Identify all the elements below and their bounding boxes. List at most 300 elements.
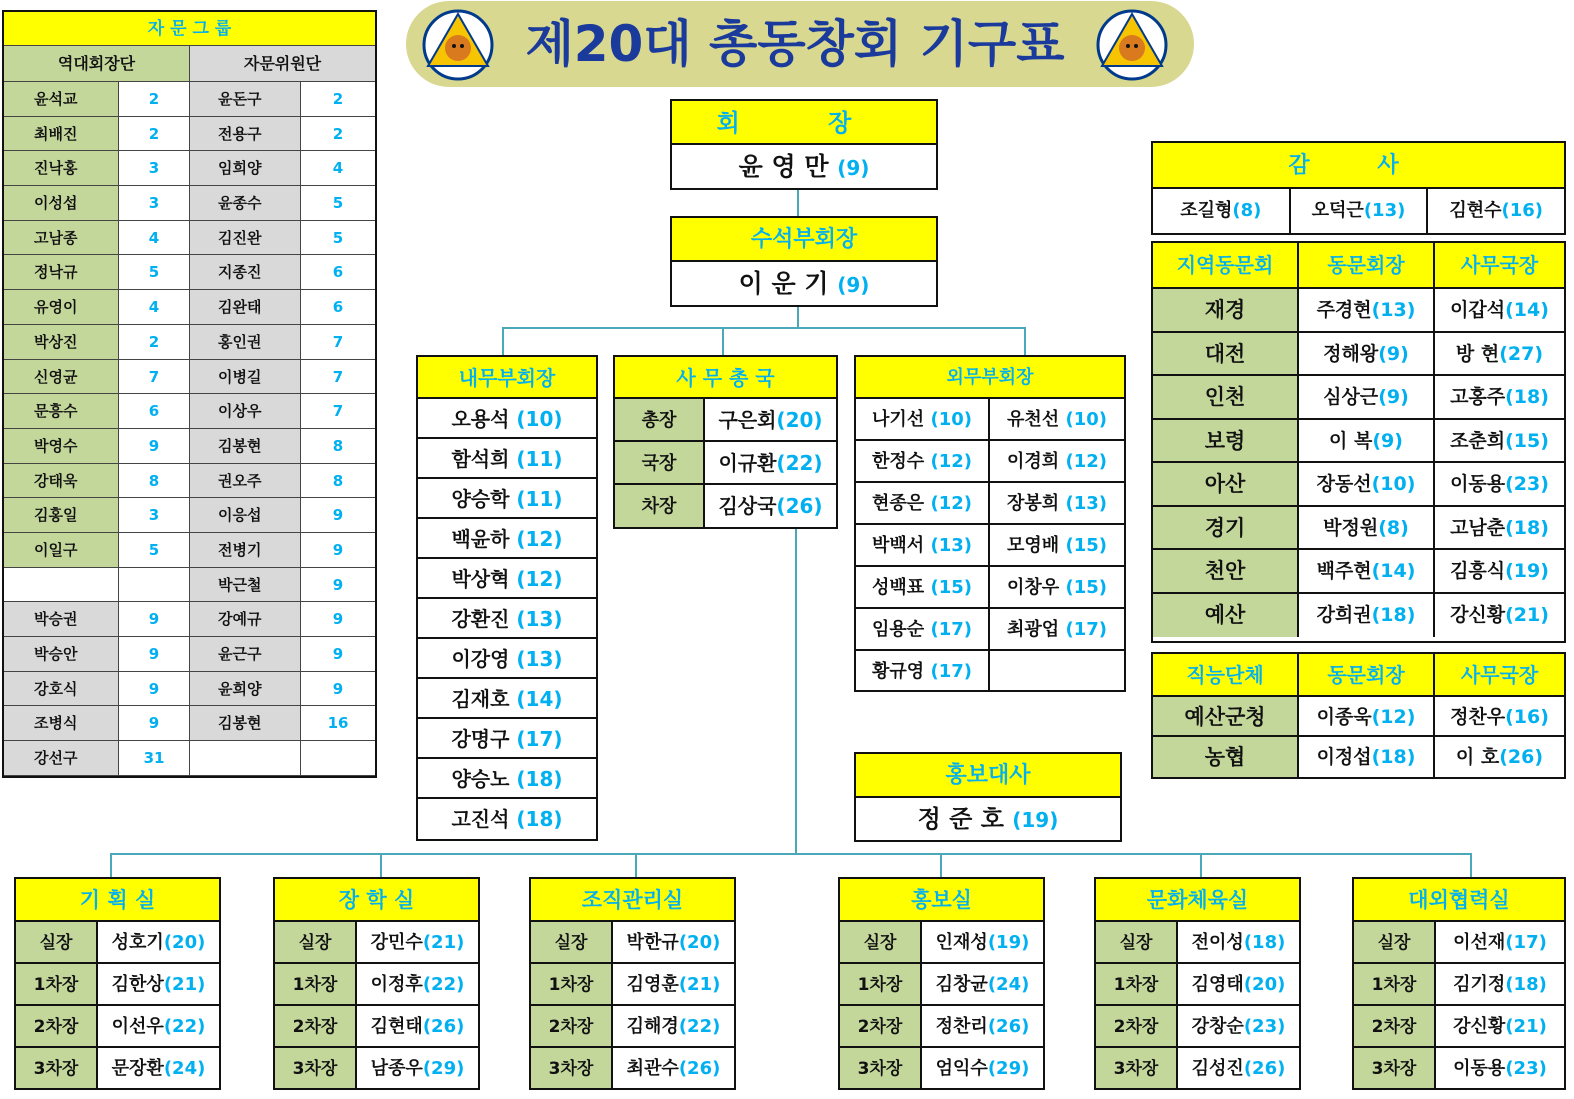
member-num: (15) <box>1505 429 1549 452</box>
department-role: 실장 <box>1119 933 1153 953</box>
department-title: 조직관리실 <box>531 879 734 922</box>
member-num: (8) <box>1232 200 1262 221</box>
inner-vp-member <box>418 799 596 839</box>
advisory-past-num: 3 <box>148 506 160 525</box>
advisory-advisor-name: 전용구 <box>218 124 262 143</box>
department-box <box>838 877 1045 1090</box>
department-row <box>1354 1006 1564 1048</box>
advisory-past-name: 박승안 <box>34 645 78 663</box>
member-num: (10) <box>930 409 972 430</box>
member-num: (12) <box>1065 451 1107 472</box>
advisory-row <box>4 82 375 117</box>
secretariat-num: (20) <box>776 408 823 432</box>
advisory-row <box>4 533 375 568</box>
department-row <box>531 964 734 1006</box>
member-name: 강명구 <box>451 727 510 751</box>
advisory-advisor-name: 김봉현 <box>218 714 262 733</box>
occupational-header <box>1153 654 1299 695</box>
department-row <box>1096 964 1299 1006</box>
secretariat-row <box>615 399 836 442</box>
advisory-past-name: 문흥수 <box>34 402 78 421</box>
member-num: (12) <box>516 567 563 591</box>
member-num: (9) <box>1378 386 1409 408</box>
advisory-past-num: 9 <box>148 714 160 733</box>
advisory-past-name: 김홍일 <box>34 506 78 525</box>
member-name: 이정후 <box>370 974 423 995</box>
department-row <box>1354 964 1564 1006</box>
advisory-past-name: 조병식 <box>34 714 78 733</box>
outer-vp-row <box>856 651 1124 692</box>
member-num: (8) <box>1378 516 1409 539</box>
member-num: (21) <box>678 974 721 995</box>
secretariat-row <box>615 442 836 485</box>
regional-region: 보령 <box>1204 428 1246 453</box>
advisory-past-num: 9 <box>148 610 160 629</box>
member-num: (10) <box>1371 473 1416 495</box>
department-row <box>840 964 1043 1006</box>
advisory-advisor-num: 9 <box>332 679 344 698</box>
member-name: 이동용 <box>1450 473 1506 495</box>
occupational-box <box>1151 652 1566 779</box>
member-num: (13) <box>1065 493 1107 514</box>
member-name: 백주현 <box>1316 560 1372 582</box>
advisory-past-num: 6 <box>148 402 160 421</box>
outer-vp-row <box>856 525 1124 567</box>
department-role: 2차장 <box>1371 1017 1417 1037</box>
president-box <box>670 99 938 190</box>
member-name: 김현태 <box>370 1016 423 1037</box>
occupational-header <box>1435 654 1564 695</box>
regional-header <box>1435 243 1564 287</box>
department-role: 3차장 <box>548 1059 594 1079</box>
member-name: 김해경 <box>626 1016 679 1037</box>
advisory-advisor-name: 홍인권 <box>218 332 262 351</box>
department-role: 1차장 <box>292 975 338 995</box>
member-num: (11) <box>516 487 563 511</box>
advisory-row <box>4 741 375 776</box>
member-num: (12) <box>930 493 972 514</box>
advisory-past-num: 4 <box>148 298 160 317</box>
department-box <box>529 877 736 1090</box>
member-name: 나기선 <box>872 409 925 430</box>
member-name: 조길형 <box>1180 200 1233 221</box>
inner-vp-member <box>418 399 596 439</box>
member-num: (27) <box>1499 342 1544 365</box>
department-role: 1차장 <box>857 975 903 995</box>
advisory-advisor-num: 7 <box>332 332 344 351</box>
emblem-left <box>420 8 496 82</box>
advisory-advisor-num: 7 <box>332 402 344 421</box>
advisory-past-name: 신영균 <box>34 367 78 386</box>
advisory-advisor-name: 권오주 <box>218 471 262 490</box>
advisory-past-num: 9 <box>148 645 160 663</box>
member-name: 김성진 <box>1191 1058 1244 1079</box>
inner-vp-member <box>418 479 596 519</box>
advisory-past-num: 9 <box>148 436 160 455</box>
member-name: 황규영 <box>872 661 925 682</box>
member-num: (19) <box>987 932 1030 953</box>
member-num: (29) <box>422 1058 465 1079</box>
advisory-advisor-name: 윤종수 <box>218 194 262 213</box>
department-row <box>1096 922 1299 964</box>
member-name: 성백표 <box>872 577 925 598</box>
member-name: 백윤하 <box>451 527 510 551</box>
member-name: 이동용 <box>1453 1058 1506 1079</box>
senior-vp-name: 이 운 기 <box>738 269 829 298</box>
advisory-row <box>4 151 375 186</box>
member-num: (13) <box>1371 299 1416 321</box>
department-title: 기 획 실 <box>16 879 219 922</box>
advisory-row <box>4 255 375 290</box>
member-name: 오덕근 <box>1311 200 1364 221</box>
advisory-advisor-num: 9 <box>332 610 344 629</box>
department-role: 3차장 <box>1371 1059 1417 1079</box>
advisory-row <box>4 602 375 637</box>
member-name: 김현수 <box>1449 200 1502 221</box>
regional-region: 인천 <box>1204 385 1246 409</box>
member-num: (14) <box>1505 299 1549 321</box>
advisory-advisor-name: 임희양 <box>218 159 262 178</box>
member-num: (17) <box>930 619 972 640</box>
regional-header <box>1153 243 1299 287</box>
member-name: 정찬리 <box>935 1016 988 1037</box>
member-name: 강창순 <box>1191 1016 1244 1037</box>
ambassador-box <box>854 752 1122 842</box>
regional-header-label: 사무국장 <box>1460 253 1539 277</box>
president-title: 회 장 <box>672 101 936 145</box>
department-row <box>1354 1048 1564 1090</box>
member-num: (24) <box>163 1058 206 1079</box>
member-name: 고홍주 <box>1450 386 1506 408</box>
member-num: (29) <box>987 1058 1030 1079</box>
member-num: (18) <box>1505 516 1549 539</box>
ambassador-title: 홍보대사 <box>856 754 1120 798</box>
audit-member <box>1291 189 1429 233</box>
outer-vp-row <box>856 483 1124 525</box>
department-title: 문화체육실 <box>1096 879 1299 922</box>
department-row <box>275 1048 478 1090</box>
regional-row <box>1153 376 1564 420</box>
outer-vp-row <box>856 441 1124 483</box>
member-num: (16) <box>1501 200 1544 221</box>
secretariat-name: 이규환 <box>718 451 777 475</box>
member-num: (20) <box>163 932 206 953</box>
member-num: (18) <box>1371 746 1416 768</box>
regional-row <box>1153 463 1564 507</box>
department-row <box>840 1048 1043 1090</box>
occupational-header <box>1299 654 1435 695</box>
department-role: 실장 <box>554 933 588 953</box>
department-row <box>531 1048 734 1090</box>
department-row <box>840 922 1043 964</box>
member-name: 이정섭 <box>1316 746 1372 768</box>
member-num: (22) <box>422 974 465 995</box>
member-name: 이종욱 <box>1316 706 1372 728</box>
department-box <box>273 877 480 1090</box>
advisory-advisor-name: 윤희양 <box>218 679 262 698</box>
advisory-past-num: 3 <box>148 159 160 178</box>
secretariat-name: 구은회 <box>718 408 777 432</box>
member-num: (24) <box>987 974 1030 995</box>
member-num: (21) <box>1505 603 1549 626</box>
member-num: (23) <box>1505 1058 1547 1079</box>
advisory-past-num: 3 <box>148 194 160 213</box>
advisory-advisor-num: 5 <box>332 194 344 213</box>
advisory-advisor-num: 7 <box>332 367 344 386</box>
advisory-row <box>4 672 375 707</box>
advisory-advisor-num: 4 <box>332 159 344 178</box>
member-num: (18) <box>1243 932 1286 953</box>
audit-box <box>1151 141 1566 235</box>
department-role: 2차장 <box>1113 1017 1159 1037</box>
advisory-row <box>4 568 375 603</box>
advisory-past-num: 4 <box>148 228 160 247</box>
advisory-advisor-num: 8 <box>332 436 344 455</box>
regional-header-label: 동문회장 <box>1327 253 1405 277</box>
department-row <box>275 1006 478 1048</box>
advisory-advisor-name: 박근철 <box>218 575 262 594</box>
department-box <box>1094 877 1301 1090</box>
member-num: (12) <box>1371 706 1416 728</box>
regional-region: 대전 <box>1204 341 1246 366</box>
occupational-region: 예산군청 <box>1184 705 1266 729</box>
inner-vp-member <box>418 559 596 599</box>
member-num: (26) <box>1243 1058 1286 1079</box>
member-name: 정찬우 <box>1450 706 1506 728</box>
member-name: 모영배 <box>1007 535 1060 556</box>
member-num: (26) <box>1499 746 1544 768</box>
department-role: 3차장 <box>33 1059 79 1079</box>
member-num: (22) <box>163 1016 206 1037</box>
member-num: (18) <box>516 767 563 791</box>
senior-vp-box <box>670 216 938 307</box>
inner-vp-member <box>418 719 596 759</box>
department-role: 1차장 <box>33 975 79 995</box>
department-row <box>531 922 734 964</box>
member-name: 박한규 <box>626 932 679 953</box>
advisory-past-num: 31 <box>143 749 165 768</box>
member-name: 방 현 <box>1455 342 1500 365</box>
member-name: 김창균 <box>935 974 988 995</box>
department-role: 실장 <box>39 933 73 953</box>
advisory-advisor-name: 이응섭 <box>218 506 262 525</box>
member-name: 박상혁 <box>451 567 510 591</box>
regional-row <box>1153 594 1564 638</box>
senior-vp-num: (9) <box>837 273 870 297</box>
advisory-past-num: 5 <box>148 263 160 282</box>
department-role: 1차장 <box>1113 975 1159 995</box>
advisory-advisor-name: 김진완 <box>218 228 262 247</box>
advisory-past-name: 강태욱 <box>34 471 78 490</box>
audit-title: 감 사 <box>1153 143 1564 189</box>
inner-vp-member <box>418 519 596 559</box>
advisory-row <box>4 186 375 221</box>
member-name: 이갑석 <box>1450 299 1506 321</box>
regional-region: 재경 <box>1204 298 1246 322</box>
member-name: 이창우 <box>1007 577 1060 598</box>
advisory-row <box>4 706 375 741</box>
occupational-region: 농협 <box>1204 745 1246 769</box>
member-num: (26) <box>422 1016 465 1037</box>
member-name: 심상근 <box>1323 386 1379 408</box>
inner-vp-box <box>416 355 598 841</box>
advisory-advisor-num: 8 <box>332 471 344 490</box>
advisory-row <box>4 360 375 395</box>
member-num: (18) <box>516 807 563 831</box>
audit-member <box>1428 189 1564 233</box>
department-row <box>16 1006 219 1048</box>
member-num: (23) <box>1243 1016 1286 1037</box>
member-num: (21) <box>1505 1016 1547 1037</box>
department-box <box>1352 877 1566 1090</box>
department-title: 홍보실 <box>840 879 1043 922</box>
member-name: 엄익수 <box>935 1058 988 1079</box>
advisory-row <box>4 464 375 499</box>
member-name: 문장환 <box>111 1058 164 1079</box>
inner-vp-member <box>418 679 596 719</box>
advisory-past-num: 8 <box>148 471 160 490</box>
member-name: 고진석 <box>451 807 510 831</box>
member-name: 김기정 <box>1453 974 1506 995</box>
department-row <box>1096 1006 1299 1048</box>
member-name: 조춘희 <box>1450 429 1506 452</box>
occupational-row <box>1153 697 1564 737</box>
advisory-past-name: 유영이 <box>34 298 78 317</box>
regional-region: 예산 <box>1204 602 1246 627</box>
regional-header-label: 지역동문회 <box>1176 253 1274 277</box>
advisory-advisor-name: 이병길 <box>218 367 262 386</box>
member-name: 고남춘 <box>1450 516 1506 539</box>
senior-vp-title: 수석부회장 <box>672 218 936 262</box>
member-name: 이경희 <box>1007 451 1060 472</box>
member-name: 주경현 <box>1316 299 1372 321</box>
advisory-past-name: 윤석교 <box>34 90 78 108</box>
advisory-row <box>4 290 375 325</box>
page-title: 제20대 총동창회 기구표 <box>525 15 1065 73</box>
member-num: (10) <box>516 407 563 431</box>
advisory-advisor-name: 지종진 <box>218 263 262 282</box>
department-title: 장 학 실 <box>275 879 478 922</box>
member-name: 이선우 <box>111 1016 164 1037</box>
advisory-advisor-name: 김완태 <box>218 298 262 317</box>
advisory-col2: 자문위원단 <box>190 46 375 81</box>
outer-vp-title: 외무부회장 <box>856 357 1124 399</box>
advisory-advisor-name: 김봉현 <box>218 436 262 455</box>
occupational-header-label: 직능단체 <box>1186 663 1264 687</box>
member-num: (19) <box>1505 560 1549 582</box>
member-name: 장봉희 <box>1007 493 1060 514</box>
occupational-row <box>1153 737 1564 777</box>
member-num: (10) <box>1065 409 1107 430</box>
member-name: 유천선 <box>1007 409 1060 430</box>
secretariat-name: 김상국 <box>718 494 777 518</box>
department-title: 대외협력실 <box>1354 879 1564 922</box>
member-num: (11) <box>516 447 563 471</box>
advisory-past-name: 진낙홍 <box>34 159 78 178</box>
member-num: (17) <box>1065 619 1107 640</box>
member-name: 최관수 <box>626 1058 679 1079</box>
advisory-advisor-name: 윤돈구 <box>218 90 262 108</box>
member-num: (17) <box>930 661 972 682</box>
ambassador-num: (19) <box>1012 808 1059 832</box>
advisory-past-name: 고남종 <box>34 228 78 247</box>
advisory-group <box>2 10 377 778</box>
occupational-header-label: 동문회장 <box>1327 663 1405 687</box>
member-name: 임용순 <box>872 619 925 640</box>
advisory-past-name: 박상진 <box>34 332 78 351</box>
department-role: 3차장 <box>292 1059 338 1079</box>
advisory-col1: 역대회장단 <box>4 46 190 81</box>
advisory-row <box>4 498 375 533</box>
department-role: 실장 <box>1377 933 1411 953</box>
department-role: 2차장 <box>292 1017 338 1037</box>
department-role: 3차장 <box>1113 1059 1159 1079</box>
member-num: (18) <box>1505 386 1549 408</box>
member-num: (26) <box>987 1016 1030 1037</box>
department-role: 2차장 <box>33 1017 79 1037</box>
department-role: 2차장 <box>548 1017 594 1037</box>
regional-row <box>1153 289 1564 333</box>
member-num: (13) <box>930 535 972 556</box>
advisory-advisor-num: 6 <box>332 298 344 317</box>
member-name: 박백서 <box>872 535 925 556</box>
advisory-row <box>4 325 375 360</box>
advisory-advisor-num: 2 <box>332 90 344 108</box>
advisory-past-name: 이성섭 <box>34 194 78 213</box>
member-name: 강신황 <box>1450 603 1506 626</box>
advisory-past-num: 7 <box>148 367 160 386</box>
regional-box <box>1151 241 1566 643</box>
inner-vp-title: 내무부회장 <box>418 357 596 399</box>
member-name: 강신황 <box>1453 1016 1506 1037</box>
member-num: (22) <box>678 1016 721 1037</box>
member-num: (15) <box>1065 535 1107 556</box>
member-name: 박정원 <box>1323 516 1379 539</box>
secretariat-box <box>613 355 838 529</box>
secretariat-role: 차장 <box>641 496 677 517</box>
advisory-advisor-name: 강예규 <box>218 610 262 629</box>
secretariat-row <box>615 485 836 528</box>
advisory-header: 자 문 그 룹 <box>4 12 375 46</box>
advisory-past-name: 박영수 <box>34 436 78 455</box>
member-num: (26) <box>678 1058 721 1079</box>
member-name: 장동선 <box>1316 473 1372 495</box>
outer-vp-row <box>856 567 1124 609</box>
advisory-advisor-num: 9 <box>332 506 344 525</box>
member-name: 김영훈 <box>626 974 679 995</box>
member-num: (20) <box>1243 974 1286 995</box>
member-name: 성호기 <box>111 932 164 953</box>
member-num: (18) <box>1505 974 1547 995</box>
member-name: 이강영 <box>451 647 510 671</box>
occupational-header-label: 사무국장 <box>1460 663 1539 687</box>
emblem-right <box>1094 8 1170 82</box>
advisory-advisor-num: 9 <box>332 540 344 559</box>
department-row <box>16 1048 219 1090</box>
regional-region: 경기 <box>1204 515 1246 540</box>
member-name: 전이성 <box>1191 932 1244 953</box>
advisory-advisor-name: 윤근구 <box>218 645 262 663</box>
member-num: (21) <box>163 974 206 995</box>
department-row <box>531 1006 734 1048</box>
advisory-past-name: 이일구 <box>34 540 78 559</box>
member-num: (12) <box>930 451 972 472</box>
inner-vp-member <box>418 599 596 639</box>
regional-row <box>1153 550 1564 594</box>
member-name: 강환진 <box>451 607 510 631</box>
inner-vp-member <box>418 759 596 799</box>
outer-vp-row <box>856 399 1124 441</box>
